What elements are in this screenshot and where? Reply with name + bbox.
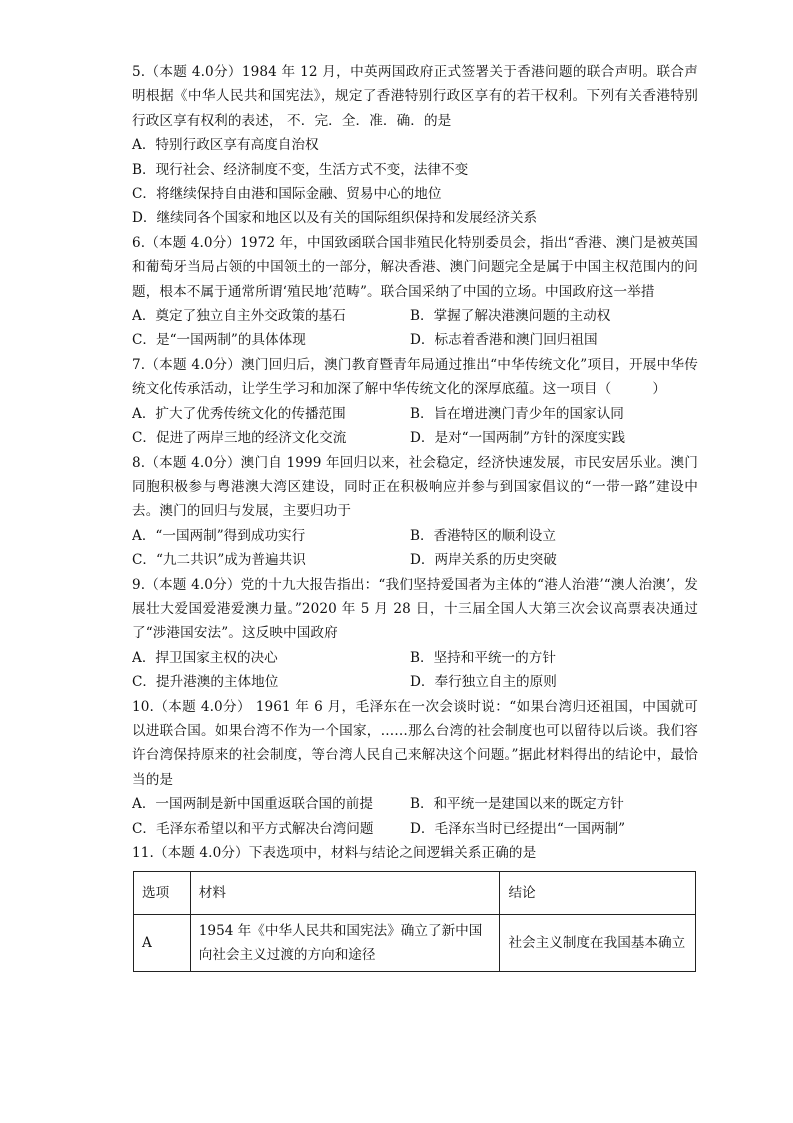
question-7-stem: 7.（本题 4.0分）澳门回归后，澳门教育暨青年局通过推出“中华传统文化”项目，开展中华传统文化传承活动，让学生学习和加深了解中华传统文化的深厚底蕴。这一项目（ ）	[132, 356, 698, 398]
question-7-option-c[interactable]: C．促进了两岸三地的经济文化交流	[132, 430, 347, 447]
question-8-options-row-2	[132, 548, 698, 572]
question-6-option-a[interactable]: A．奠定了独立自主外交政策的基石	[132, 308, 346, 325]
question-8	[132, 451, 698, 573]
question-9-option-c[interactable]: C．提升港澳的主体地位	[132, 674, 279, 691]
question-5	[132, 60, 698, 231]
question-7-options-row-2	[132, 426, 698, 450]
question-5-option-b[interactable]: B．现行社会、经济制度不变，生活方式不变，法律不变	[132, 161, 469, 178]
question-7-option-d[interactable]: D．是对“一国两制”方针的深度实践	[410, 430, 626, 447]
question-7-option-a[interactable]: A．扩大了优秀传统文化的传播范围	[132, 405, 346, 422]
table-header-option: 选项	[134, 872, 191, 915]
question-9-option-d[interactable]: D．奉行独立自主的原则	[410, 674, 557, 691]
question-8-option-d[interactable]: D．两岸关系的历史突破	[410, 552, 557, 569]
question-11-stem: 11.（本题 4.0分）下表选项中，材料与结论之间逻辑关系正确的是	[132, 845, 537, 861]
question-11	[132, 841, 698, 972]
question-5-option-d[interactable]: D．继续同各个国家和地区以及有关的国际组织保持和发展经济关系	[132, 210, 538, 227]
question-6-options-row-2	[132, 328, 698, 352]
question-10	[132, 695, 698, 841]
question-10-option-c[interactable]: C．毛泽东希望以和平方式解决台湾问题	[132, 820, 374, 837]
table-cell-option: A	[134, 915, 191, 972]
question-8-option-c[interactable]: C．“九二共识”成为普遍共识	[132, 552, 306, 569]
exam-page	[132, 60, 698, 972]
question-10-stem: 10.（本题 4.0分） 1961 年 6 月，毛泽东在一次会谈时说：“如果台湾归还祖国，中国就可以进联合国。如果台湾不作为一个国家，……那么台湾的社会制度也可以留待以后谈。我们容许台湾保持原来的社会制度，等台湾人民自己来解决这个问题。”据此材料得出的结论中，最恰当的是	[132, 698, 698, 788]
question-9-options-row-2	[132, 670, 698, 694]
question-10-option-d[interactable]: D．毛泽东当时已经提出“一国两制”	[410, 820, 626, 837]
question-10-options-row-2	[132, 817, 698, 841]
question-8-option-a[interactable]: A．“一国两制”得到成功实行	[132, 527, 306, 544]
question-8-stem: 8.（本题 4.0分）澳门自 1999 年回归以来，社会稳定，经济快速发展，市民安居乐业。澳门同胞积极参与粤港澳大湾区建设，同时正在积极响应并参与到国家倡议的“一带一路”建设中去。澳门的回归与发展，主要归功于	[132, 454, 698, 520]
question-7	[132, 353, 698, 451]
table-row	[134, 915, 696, 972]
question-11-table	[133, 871, 696, 972]
question-9-options-row-1	[132, 646, 698, 670]
question-8-options-row-1	[132, 524, 698, 548]
question-8-option-b[interactable]: B．香港特区的顺利设立	[410, 527, 556, 544]
question-6-option-d[interactable]: D．标志着香港和澳门回归祖国	[410, 332, 598, 349]
question-10-option-a[interactable]: A．一国两制是新中国重返联合国的前提	[132, 796, 373, 813]
table-cell-material: 1954 年《中华人民共和国宪法》确立了新中国向社会主义过渡的方向和途径	[190, 915, 500, 972]
question-6-option-b[interactable]: B．掌握了解决港澳问题的主动权	[410, 308, 611, 325]
question-6-option-c[interactable]: C．是“一国两制”的具体体现	[132, 332, 306, 349]
question-7-options-row-1	[132, 402, 698, 426]
question-9-option-a[interactable]: A．捍卫国家主权的决心	[132, 649, 278, 666]
table-header-conclusion: 结论	[500, 872, 696, 915]
question-6-options-row-1	[132, 304, 698, 328]
question-10-options-row-1	[132, 792, 698, 816]
question-5-stem: 5.（本题 4.0分）1984 年 12 月，中英两国政府正式签署关于香港问题的联合声明。联合声明根据《中华人民共和国宪法》，规定了香港特别行政区享有的若干权利。下列有关香港特别行政区享有权利的表述， 不．完．全．准．确．的是	[132, 64, 698, 129]
question-6	[132, 231, 698, 353]
question-9-option-b[interactable]: B．坚持和平统一的方针	[410, 649, 556, 666]
question-5-option-a[interactable]: A．特别行政区享有高度自治权	[132, 137, 319, 154]
table-cell-conclusion: 社会主义制度在我国基本确立	[500, 915, 696, 972]
table-header-row	[134, 872, 696, 915]
question-5-option-c[interactable]: C．将继续保持自由港和国际金融、贸易中心的地位	[132, 186, 442, 203]
question-9-stem: 9.（本题 4.0分）党的十九大报告指出：“我们坚持爱国者为主体的“港人治港’“澳人治澳’，发展壮大爱国爱港爱澳力量。”2020 年 5 月 28 日，十三届全国人大第三次会议高票表决通过了“涉港国安法”。这反映中国政府	[132, 576, 698, 642]
table-header-material: 材料	[190, 872, 500, 915]
question-6-stem: 6.（本题 4.0分）1972 年，中国致函联合国非殖民化特别委员会，指出“香港、澳门是被英国和葡萄牙当局占领的中国领土的一部分，解决香港、澳门问题完全是属于中国主权范围内的问题，根本不属于通常所谓‘殖民地’范畴”。联合国采纳了中国的立场。中国政府这一举措	[132, 234, 698, 300]
question-9	[132, 573, 698, 695]
question-7-option-b[interactable]: B．旨在增进澳门青少年的国家认同	[410, 405, 624, 422]
question-10-option-b[interactable]: B．和平统一是建国以来的既定方针	[410, 796, 624, 813]
